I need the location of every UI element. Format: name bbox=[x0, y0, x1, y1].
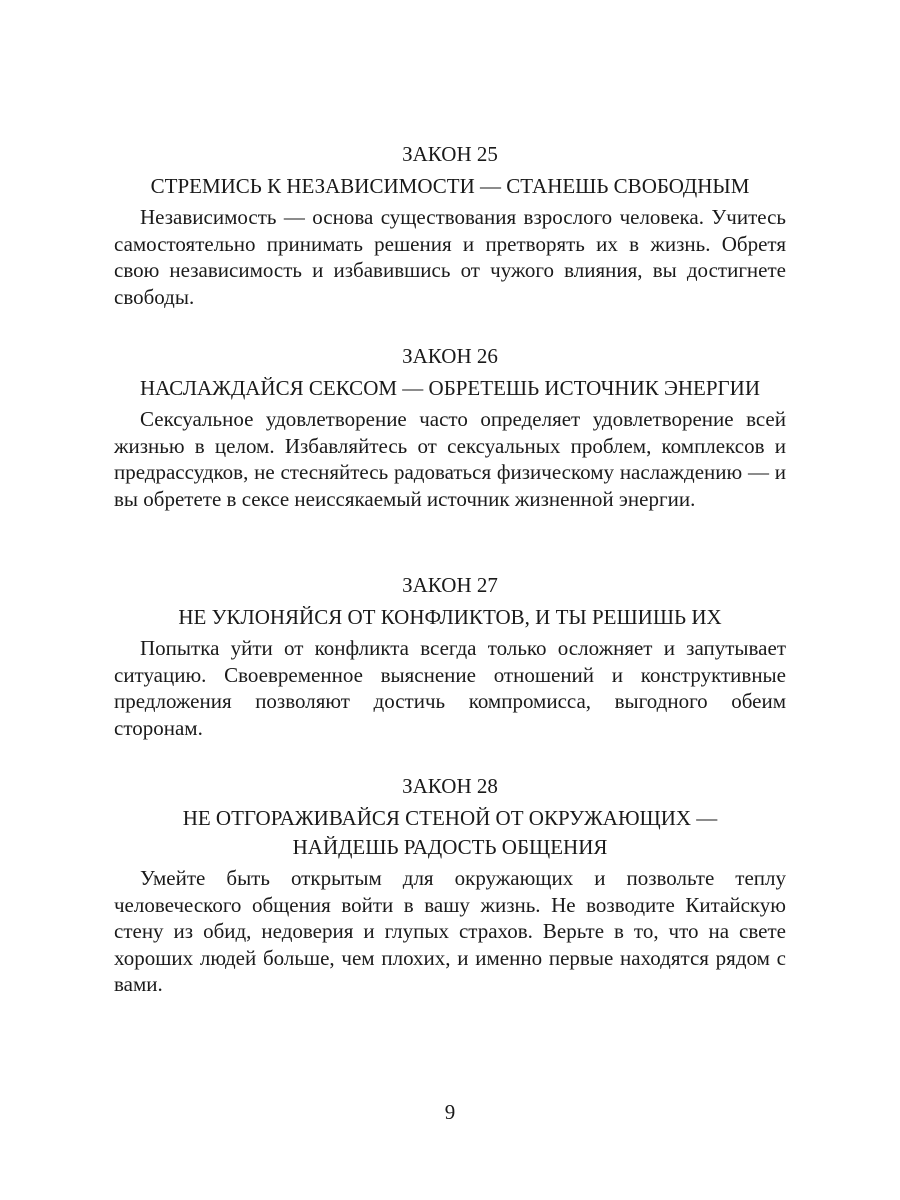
law-title-line: СТРЕМИСЬ К НЕЗАВИСИМОСТИ — СТАНЕШЬ СВОБОДНЫМ bbox=[150, 174, 750, 198]
law-text: Независимость — основа существования взрослого человека. Учитесь самостоятельно принимать решения и претворять их в жизнь. Обретя свою независимость и избавившись от чужого влияния, вы достигнете свободы. bbox=[114, 205, 786, 309]
law-title bbox=[114, 603, 786, 632]
law-title bbox=[114, 804, 786, 862]
law-text: Сексуальное удовлетворение часто определяет удовлетворение всей жизнью в целом. Избавляйтесь от сексуальных проблем, комплексов и предрассудков, не стесняйтесь радоваться физическому наслаждению — и вы обретете в сексе неиссякаемый источник жизненной энергии. bbox=[114, 407, 786, 511]
law-section-28 bbox=[114, 772, 786, 998]
law-number: ЗАКОН 28 bbox=[402, 774, 498, 798]
law-section-26 bbox=[114, 342, 786, 512]
page-number: 9 bbox=[444, 1100, 456, 1124]
law-number: ЗАКОН 25 bbox=[402, 142, 498, 166]
law-text: Попытка уйти от конфликта всегда только осложняет и запутывает ситуацию. Своевременное выяснение отношений и конструктивные предложения позволяют достичь компромисса, выгодного обеим сторонам. bbox=[114, 636, 786, 740]
law-title-line: НАЙДЕШЬ РАДОСТЬ ОБЩЕНИЯ bbox=[292, 835, 608, 859]
law-title-line: НЕ ОТГОРАЖИВАЙСЯ СТЕНОЙ ОТ ОКРУЖАЮЩИХ — bbox=[182, 806, 718, 830]
law-text: Умейте быть открытым для окружающих и позвольте теплу человеческого общения войти в вашу жизнь. Не возводите Китайскую стену из обид, недоверия и глупых страхов. Верьте в то, что на свете хороших людей больше, чем плохих, и именно первые находятся рядом с вами. bbox=[114, 866, 786, 996]
law-title bbox=[114, 172, 786, 201]
law-title bbox=[114, 374, 786, 403]
law-section-25 bbox=[114, 140, 786, 310]
law-title-line: НАСЛАЖДАЙСЯ СЕКСОМ — ОБРЕТЕШЬ ИСТОЧНИК ЭНЕРГИИ bbox=[139, 376, 761, 400]
law-title-line: НЕ УКЛОНЯЙСЯ ОТ КОНФЛИКТОВ, И ТЫ РЕШИШЬ ИХ bbox=[178, 605, 722, 629]
law-section-27 bbox=[114, 571, 786, 741]
law-number: ЗАКОН 27 bbox=[402, 573, 498, 597]
law-number: ЗАКОН 26 bbox=[402, 344, 498, 368]
